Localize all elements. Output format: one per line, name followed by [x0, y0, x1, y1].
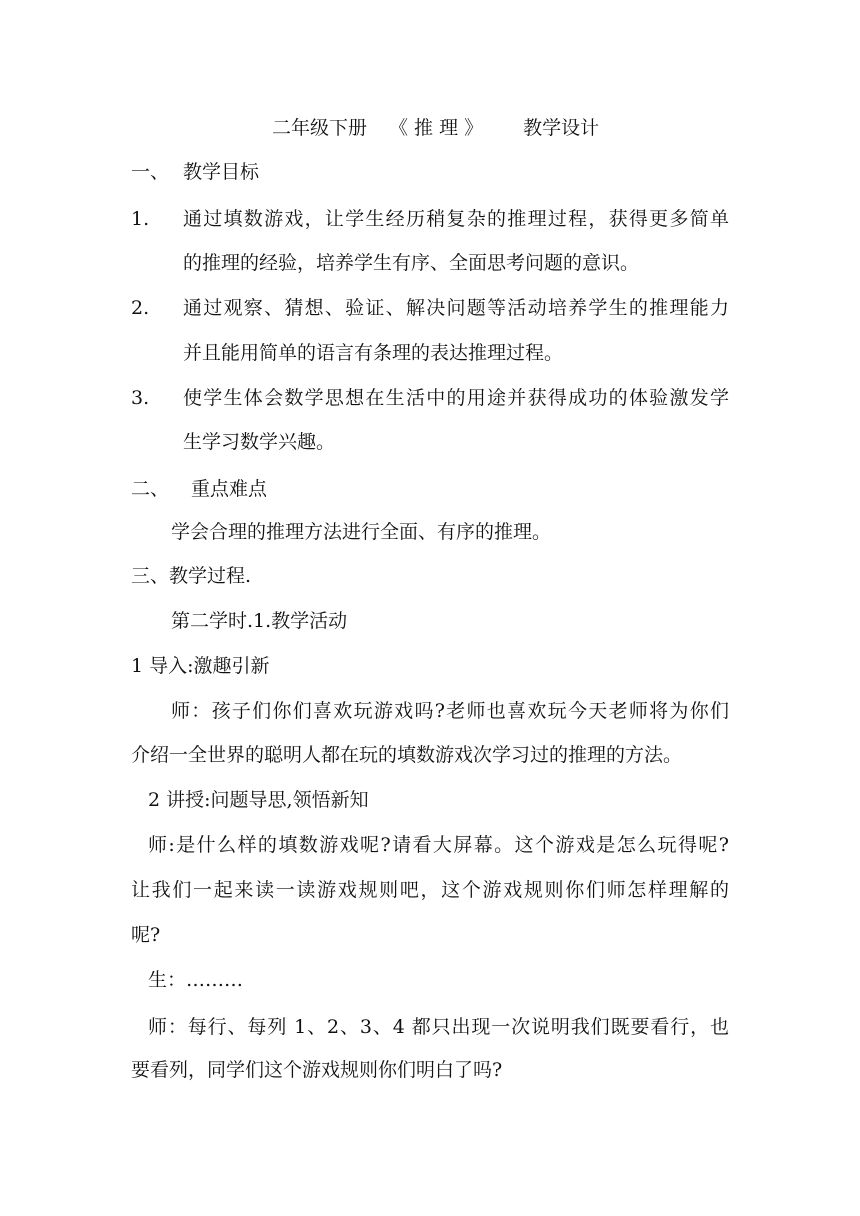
section3-heading: 三、教学过程.: [131, 565, 252, 587]
teacher-3-line-1: 师：每行、每列 1、2、3、4 都只出现一次说明我们既要看行，也: [148, 1016, 729, 1038]
goal-2-number: 2.: [131, 297, 150, 319]
goal-1-line-2: 的推理的经验，培养学生有序、全面思考问题的意识。: [183, 252, 640, 274]
section2-marker: 二、: [131, 478, 170, 500]
section2-heading: 重点难点: [191, 478, 268, 500]
teacher-2-line-3: 呢?: [131, 924, 161, 946]
teacher-1-line-1: 师：孩子们你们喜欢玩游戏吗?老师也喜欢玩今天老师将为你们: [171, 700, 729, 722]
lesson-title: 第二学时.1.教学活动: [171, 610, 348, 632]
goal-3-line-1: 使学生体会数学思想在生活中的用途并获得成功的体验激发学: [183, 387, 729, 409]
title-design: 教学设计: [523, 117, 600, 139]
title-topic: 《 推 理 》: [389, 117, 484, 139]
goal-1-number: 1.: [131, 208, 150, 230]
student-reply: 生：………: [148, 969, 244, 991]
goal-2-line-2: 并且能用简单的语言有条理的表达推理过程。: [183, 342, 564, 364]
step-1-heading: 1 导入:激趣引新: [131, 655, 270, 677]
title-grade: 二年级下册: [272, 117, 368, 139]
teacher-2-line-2: 让我们一起来读一读游戏规则吧，这个游戏规则你们师怎样理解的: [131, 879, 729, 901]
goal-2-line-1: 通过观察、猜想、验证、解决问题等活动培养学生的推理能力: [183, 297, 729, 319]
section2-body: 学会合理的推理方法进行全面、有序的推理。: [171, 521, 552, 543]
teacher-2-line-1: 师:是什么样的填数游戏呢?请看大屏幕。这个游戏是怎么玩得呢?: [148, 834, 729, 856]
goal-3-line-2: 生学习数学兴趣。: [183, 431, 336, 453]
section1-marker: 一、: [131, 161, 170, 183]
goal-1-line-1: 通过填数游戏，让学生经历稍复杂的推理过程，获得更多简单: [183, 208, 729, 230]
teacher-1-line-2: 介绍一全世界的聪明人都在玩的填数游戏次学习过的推理的方法。: [131, 744, 683, 766]
teacher-3-line-2: 要看列，同学们这个游戏规则你们明白了吗?: [131, 1059, 503, 1081]
section1-heading: 教学目标: [183, 161, 260, 183]
document-title: [272, 114, 599, 142]
goal-3-number: 3.: [131, 387, 150, 409]
step-2-heading: 2 讲授:问题导思,领悟新知: [148, 789, 369, 811]
